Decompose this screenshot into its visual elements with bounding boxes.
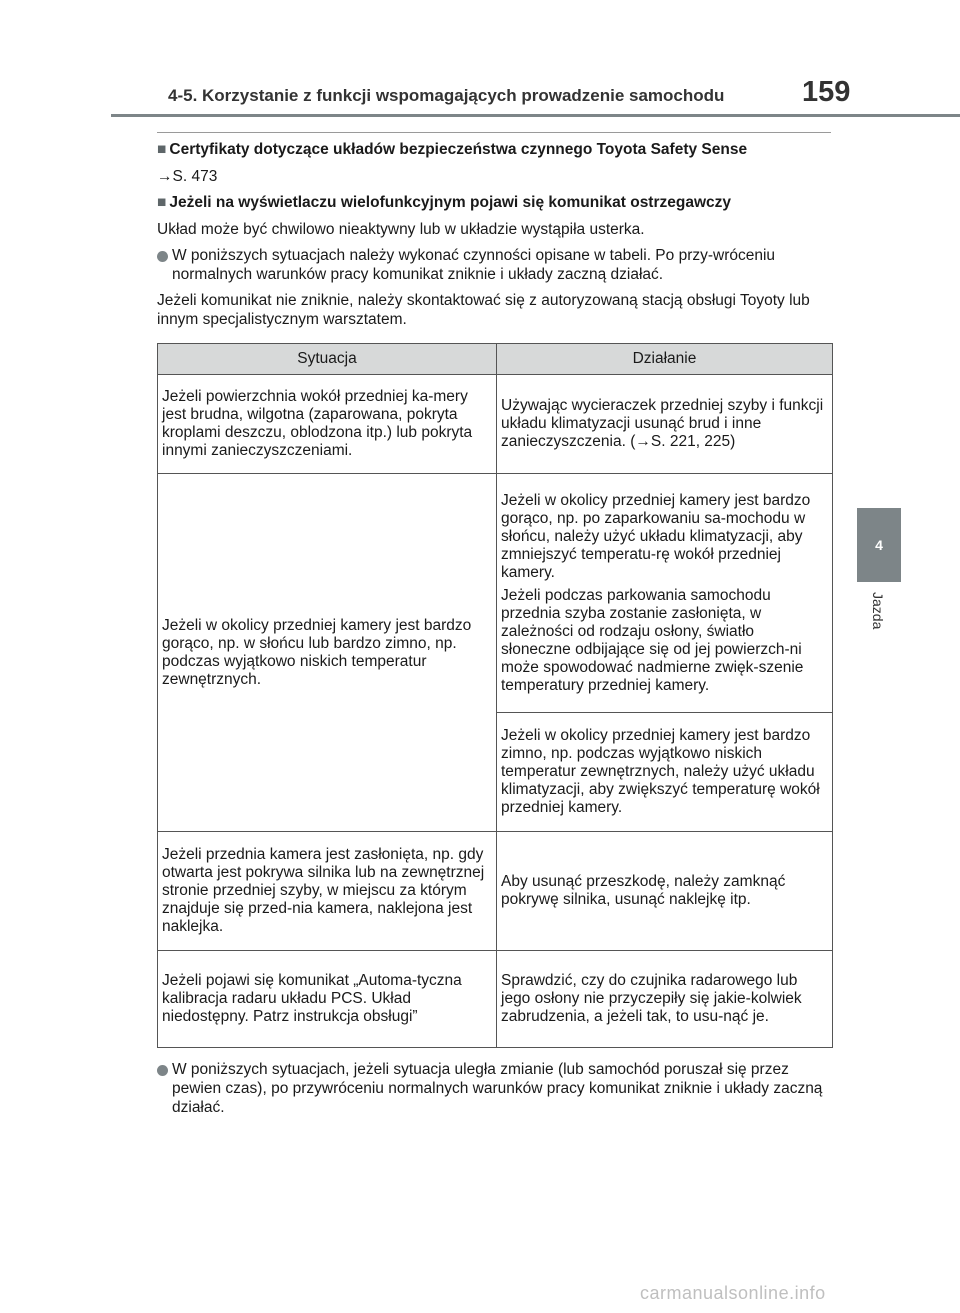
heading-text: Certyfikaty dotyczące układów bezpieczeństwa czynnego Toyota Safety Sense <box>169 141 748 158</box>
section-heading <box>157 193 831 213</box>
main-content <box>157 140 831 1124</box>
watermark: carmanualsonline.info <box>640 1283 826 1303</box>
paragraph: Układ może być chwilowo nieaktywny lub w układzie wystąpiła usterka. <box>157 221 645 238</box>
running-header-title: 4-5. Korzystanie z funkcji wspomagających prowadzenie samochodu <box>168 86 725 105</box>
warning-table <box>157 343 833 1048</box>
table-row <box>158 474 833 713</box>
table-cell: Jeżeli powierzchnia wokół przedniej ka-mery jest brudna, wilgotna (zaparowana, pokryta kroplami deszczu, oblodzona itp.) lub pokryta innymi zanieczyszczeniami. <box>158 375 497 474</box>
circle-bullet-icon <box>157 1065 168 1076</box>
table-cell: Używając wycieraczek przedniej szyby i funkcji układu klimatyzacji usunąć brud i inne zanieczyszczenia. (→S. 221, 225) <box>497 375 833 474</box>
section-rule <box>157 132 831 133</box>
column-header: Sytuacja <box>158 344 497 375</box>
page-reference[interactable]: →S. 473 <box>157 168 218 185</box>
square-bullet-icon: ■ <box>157 141 167 158</box>
page-number: 159 <box>802 76 851 108</box>
table-header-row <box>158 344 833 375</box>
circle-bullet-icon <box>157 251 168 262</box>
column-header: Działanie <box>497 344 833 375</box>
bullet-item <box>157 1060 831 1117</box>
section-heading <box>157 140 831 160</box>
bullet-item <box>157 246 831 284</box>
table-cell: Aby usunąć przeszkodę, należy zamknąć pokrywę silnika, usunąć naklejkę itp. <box>497 832 833 951</box>
table-cell: Sprawdzić, czy do czujnika radarowego lub jego osłony nie przyczepiły się jakie-kolwiek zabrudzenia, a jeżeli tak, to usu-nąć je. <box>497 951 833 1048</box>
header-rule <box>111 114 960 117</box>
table-cell: Jeżeli w okolicy przedniej kamery jest bardzo gorąco, np. w słońcu lub bardzo zimno, np. podczas wyjątkowo niskich temperatur zewnętrznych. <box>158 474 497 832</box>
table-row <box>158 951 833 1048</box>
table-cell: Jeżeli pojawi się komunikat „Automa-tyczna kalibracja radaru układu PCS. Układ niedostępny. Patrz instrukcja obsługi” <box>158 951 497 1048</box>
bullet-text: W poniższych sytuacjach, jeżeli sytuacja uległa zmianie (lub samochód poruszał się przez pewien czas), po przywróceniu normalnych warunków pracy komunikat zniknie i układy zaczną działać. <box>172 1061 823 1116</box>
cell-paragraph: Jeżeli podczas parkowania samochodu przednia szyba zostanie zasłonięta, w zależności od rodzaju osłony, światło słoneczne odbijające się od jej powierzch-ni może spowodować nadmierne zwięk-szenie temperatury przedniej kamery. <box>501 586 804 694</box>
chapter-label: Jazda <box>870 592 886 630</box>
table-row <box>158 375 833 474</box>
bullet-text: W poniższych sytuacjach należy wykonać czynności opisane w tabeli. Po przy-wróceniu normalnych warunków pracy komunikat zniknie i układy zaczną działać. <box>172 247 776 283</box>
square-bullet-icon: ■ <box>157 194 167 211</box>
table-cell: Jeżeli w okolicy przedniej kamery jest bardzo zimno, np. podczas wyjątkowo niskich temperatur zewnętrznych, należy użyć układu klimatyzacji, aby zwiększyć temperaturę wokół przedniej kamery. <box>497 713 833 832</box>
heading-text: Jeżeli na wyświetlaczu wielofunkcyjnym pojawi się komunikat ostrzegawczy <box>169 194 732 211</box>
paragraph: Jeżeli komunikat nie zniknie, należy skontaktować się z autoryzowaną stacją obsługi Toyoty lub innym specjalistycznym warsztatem. <box>157 292 810 328</box>
cell-paragraph: Jeżeli w okolicy przedniej kamery jest bardzo gorąco, np. po zaparkowaniu sa-mochodu w słońcu, należy użyć układu klimatyzacji, aby zmniejszyć temperatu-rę wokół przedniej kamery. <box>501 491 811 581</box>
table-cell <box>497 474 833 713</box>
table-row <box>158 832 833 951</box>
chapter-tab[interactable]: 4 <box>857 508 901 582</box>
table-cell: Jeżeli przednia kamera jest zasłonięta, np. gdy otwarta jest pokrywa silnika lub na zewnętrznej stronie przedniej szyby, w miejscu za którym znajduje się przed-nia kamera, naklejona jest naklejka. <box>158 832 497 951</box>
